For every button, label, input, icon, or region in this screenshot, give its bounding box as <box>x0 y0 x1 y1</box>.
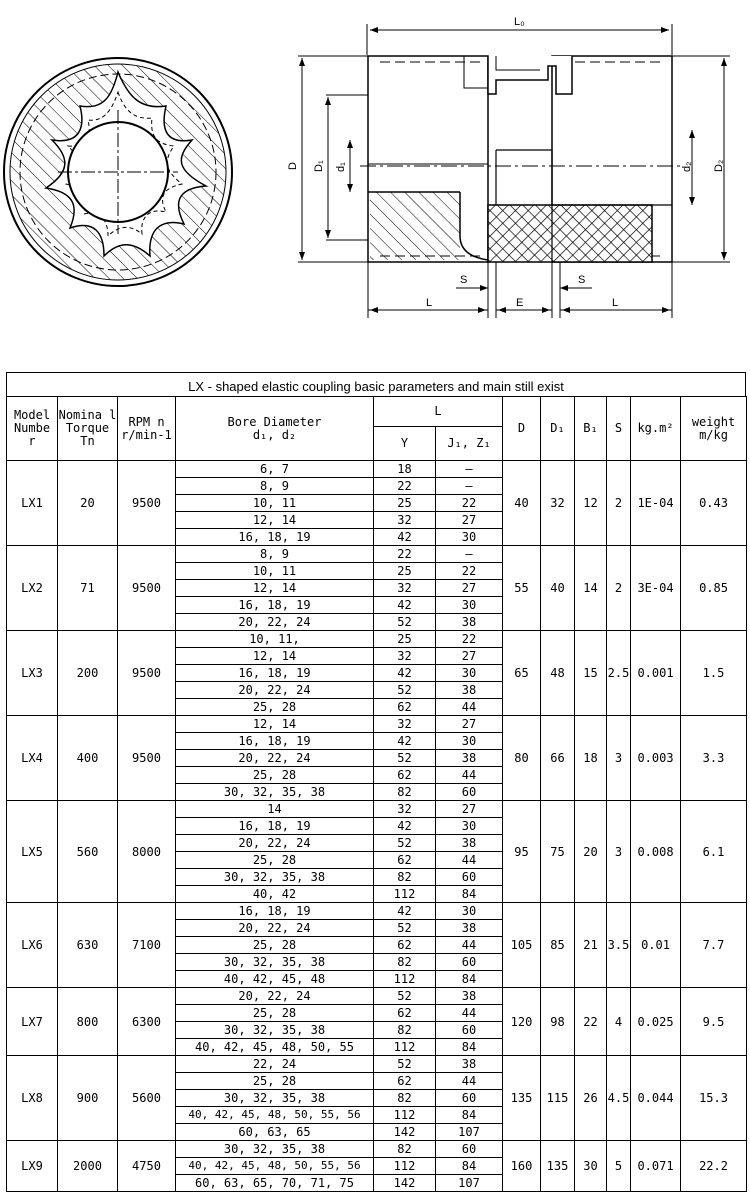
cell-Y: 32 <box>374 716 436 733</box>
cell-D1: 98 <box>541 988 575 1056</box>
cell-bore: 30, 32, 35, 38 <box>176 869 374 886</box>
header-Y: Y <box>374 427 436 461</box>
label-D: D <box>287 162 299 170</box>
cell-J: 44 <box>436 767 503 784</box>
cell-B1: 12 <box>575 461 607 546</box>
cell-bore: 20, 22, 24 <box>176 750 374 767</box>
cell-Y: 112 <box>374 1158 436 1175</box>
cell-D1: 66 <box>541 716 575 801</box>
cell-B1: 30 <box>575 1141 607 1192</box>
cell-Y: 32 <box>374 580 436 597</box>
cell-inertia: 0.008 <box>631 801 681 903</box>
cell-bore: 40, 42 <box>176 886 374 903</box>
cell-bore: 16, 18, 19 <box>176 733 374 750</box>
cell-B1: 20 <box>575 801 607 903</box>
cell-J: 38 <box>436 614 503 631</box>
cell-J: 44 <box>436 852 503 869</box>
cell-Y: 62 <box>374 1005 436 1022</box>
cell-rpm: 8000 <box>118 801 176 903</box>
cell-Y: 52 <box>374 835 436 852</box>
cell-Y: 42 <box>374 597 436 614</box>
cell-J: 27 <box>436 716 503 733</box>
cell-model: LX9 <box>7 1141 58 1192</box>
cell-rpm: 5600 <box>118 1056 176 1141</box>
cell-D: 80 <box>503 716 541 801</box>
cell-Y: 42 <box>374 529 436 546</box>
cell-bore: 25, 28 <box>176 937 374 954</box>
cell-J: 38 <box>436 682 503 699</box>
cell-model: LX2 <box>7 546 58 631</box>
label-S-left: S <box>460 274 468 286</box>
table-row <box>7 716 747 733</box>
header-B1: B₁ <box>575 397 607 461</box>
cell-J: 27 <box>436 580 503 597</box>
cell-rpm: 9500 <box>118 461 176 546</box>
cell-D1: 115 <box>541 1056 575 1141</box>
header-L: L <box>374 397 503 427</box>
label-d1: d₁ <box>335 162 347 172</box>
table-row <box>7 1056 747 1073</box>
cell-D1: 32 <box>541 461 575 546</box>
cell-S: 2 <box>607 461 631 546</box>
cell-bore: 8, 9 <box>176 478 374 495</box>
header-inertia: kg.m² <box>631 397 681 461</box>
cell-B1: 14 <box>575 546 607 631</box>
end-view <box>4 58 232 286</box>
cell-Y: 42 <box>374 733 436 750</box>
cell-bore: 12, 14 <box>176 648 374 665</box>
table-row <box>7 461 747 478</box>
cell-J: 60 <box>436 1022 503 1039</box>
cell-weight: 9.5 <box>681 988 747 1056</box>
cell-Y: 62 <box>374 699 436 716</box>
header-S: S <box>607 397 631 461</box>
cell-S: 5 <box>607 1141 631 1192</box>
label-L-left: L <box>426 297 433 309</box>
cell-bore: 16, 18, 19 <box>176 597 374 614</box>
header-bore <box>176 397 374 461</box>
cell-inertia: 0.025 <box>631 988 681 1056</box>
cell-bore: 20, 22, 24 <box>176 682 374 699</box>
cell-bore: 40, 42, 45, 48, 50, 55, 56 <box>176 1107 374 1124</box>
table-body <box>7 461 747 1192</box>
cell-bore: 10, 11, <box>176 631 374 648</box>
header-bore-label: Bore Diameter <box>227 414 322 429</box>
cell-J: — <box>436 546 503 563</box>
table-row <box>7 546 747 563</box>
label-E: E <box>516 297 524 309</box>
cell-J: 60 <box>436 784 503 801</box>
label-D1: D₁ <box>313 160 325 172</box>
cell-Y: 52 <box>374 750 436 767</box>
cell-D: 105 <box>503 903 541 988</box>
cell-Y: 82 <box>374 1090 436 1107</box>
cell-inertia: 0.071 <box>631 1141 681 1192</box>
cell-inertia: 1E-04 <box>631 461 681 546</box>
cell-J: 60 <box>436 869 503 886</box>
table-row <box>7 801 747 818</box>
header-bore-sub: d₁, d₂ <box>252 427 297 442</box>
cell-bore: 25, 28 <box>176 699 374 716</box>
header-weight: weight m/kg <box>681 397 747 461</box>
header-D1: D₁ <box>541 397 575 461</box>
cell-inertia: 0.01 <box>631 903 681 988</box>
cell-model: LX3 <box>7 631 58 716</box>
cell-Y: 142 <box>374 1124 436 1141</box>
cell-Y: 112 <box>374 1039 436 1056</box>
cell-bore: 60, 63, 65, 70, 71, 75 <box>176 1175 374 1192</box>
cell-weight: 6.1 <box>681 801 747 903</box>
cell-J: 38 <box>436 1056 503 1073</box>
cell-J: 22 <box>436 631 503 648</box>
cell-torque: 71 <box>58 546 118 631</box>
cell-Y: 52 <box>374 682 436 699</box>
cell-inertia: 0.001 <box>631 631 681 716</box>
cell-bore: 12, 14 <box>176 580 374 597</box>
cell-D1: 40 <box>541 546 575 631</box>
table-row <box>7 988 747 1005</box>
cell-D: 95 <box>503 801 541 903</box>
cell-J: 30 <box>436 529 503 546</box>
cell-Y: 22 <box>374 546 436 563</box>
cell-B1: 15 <box>575 631 607 716</box>
cell-S: 3.5 <box>607 903 631 988</box>
cell-B1: 18 <box>575 716 607 801</box>
cell-J: 30 <box>436 597 503 614</box>
cell-bore: 16, 18, 19 <box>176 665 374 682</box>
cell-S: 3 <box>607 801 631 903</box>
cell-D1: 48 <box>541 631 575 716</box>
cell-Y: 25 <box>374 563 436 580</box>
cell-rpm: 9500 <box>118 716 176 801</box>
cell-torque: 560 <box>58 801 118 903</box>
cell-bore: 20, 22, 24 <box>176 614 374 631</box>
cell-J: 27 <box>436 801 503 818</box>
cell-model: LX4 <box>7 716 58 801</box>
cell-model: LX6 <box>7 903 58 988</box>
cell-S: 4 <box>607 988 631 1056</box>
cell-J: 30 <box>436 903 503 920</box>
cell-bore: 20, 22, 24 <box>176 988 374 1005</box>
cell-Y: 82 <box>374 1141 436 1158</box>
cell-B1: 26 <box>575 1056 607 1141</box>
cell-D: 135 <box>503 1056 541 1141</box>
header-rpm: RPM n r/min-1 <box>118 397 176 461</box>
cell-rpm: 6300 <box>118 988 176 1056</box>
cell-J: — <box>436 461 503 478</box>
cell-inertia: 3E-04 <box>631 546 681 631</box>
cell-D1: 75 <box>541 801 575 903</box>
header-model: Model Numbe r <box>7 397 58 461</box>
cell-J: 27 <box>436 512 503 529</box>
cell-J: 60 <box>436 1141 503 1158</box>
cell-bore: 30, 32, 35, 38 <box>176 784 374 801</box>
cell-bore: 10, 11 <box>176 495 374 512</box>
cell-bore: 25, 28 <box>176 1005 374 1022</box>
label-L0: L₀ <box>514 16 525 28</box>
label-L-right: L <box>612 297 619 309</box>
cell-D: 65 <box>503 631 541 716</box>
cell-rpm: 7100 <box>118 903 176 988</box>
cell-bore: 16, 18, 19 <box>176 903 374 920</box>
cell-bore: 20, 22, 24 <box>176 835 374 852</box>
table-row <box>7 903 747 920</box>
cell-Y: 42 <box>374 818 436 835</box>
table-title: LX - shaped elastic coupling basic parameters and main still exist <box>6 372 746 396</box>
cell-Y: 62 <box>374 852 436 869</box>
cell-J: 84 <box>436 1039 503 1056</box>
parameter-table <box>6 396 747 1192</box>
cell-bore: 30, 32, 35, 38 <box>176 1141 374 1158</box>
cell-inertia: 0.003 <box>631 716 681 801</box>
cell-J: 30 <box>436 665 503 682</box>
cell-bore: 30, 32, 35, 38 <box>176 1022 374 1039</box>
cell-bore: 22, 24 <box>176 1056 374 1073</box>
cell-Y: 52 <box>374 988 436 1005</box>
label-D2: D₂ <box>713 159 725 172</box>
cell-Y: 62 <box>374 937 436 954</box>
cell-D1: 135 <box>541 1141 575 1192</box>
cell-bore: 30, 32, 35, 38 <box>176 954 374 971</box>
cell-Y: 82 <box>374 784 436 801</box>
cell-J: 107 <box>436 1175 503 1192</box>
cell-S: 4.5 <box>607 1056 631 1141</box>
cell-torque: 630 <box>58 903 118 988</box>
cell-rpm: 9500 <box>118 631 176 716</box>
cell-J: 44 <box>436 937 503 954</box>
cell-model: LX5 <box>7 801 58 903</box>
cell-Y: 142 <box>374 1175 436 1192</box>
cell-Y: 112 <box>374 1107 436 1124</box>
cell-Y: 112 <box>374 971 436 988</box>
cell-bore: 25, 28 <box>176 767 374 784</box>
cell-torque: 400 <box>58 716 118 801</box>
cell-rpm: 4750 <box>118 1141 176 1192</box>
cell-Y: 62 <box>374 767 436 784</box>
cell-Y: 82 <box>374 869 436 886</box>
cell-bore: 25, 28 <box>176 1073 374 1090</box>
side-view <box>298 24 730 318</box>
cell-bore: 16, 18, 19 <box>176 818 374 835</box>
cell-B1: 22 <box>575 988 607 1056</box>
cell-Y: 62 <box>374 1073 436 1090</box>
table-row <box>7 1141 747 1158</box>
cell-J: 84 <box>436 1158 503 1175</box>
cell-J: 60 <box>436 954 503 971</box>
cell-torque: 20 <box>58 461 118 546</box>
cell-bore: 8, 9 <box>176 546 374 563</box>
cell-J: 22 <box>436 563 503 580</box>
cell-weight: 22.2 <box>681 1141 747 1192</box>
cell-bore: 40, 42, 45, 48, 50, 55 <box>176 1039 374 1056</box>
cell-bore: 30, 32, 35, 38 <box>176 1090 374 1107</box>
cell-weight: 7.7 <box>681 903 747 988</box>
cell-bore: 20, 22, 24 <box>176 920 374 937</box>
cell-weight: 0.43 <box>681 461 747 546</box>
cell-J: 44 <box>436 1005 503 1022</box>
cell-J: 27 <box>436 648 503 665</box>
cell-D1: 85 <box>541 903 575 988</box>
cell-Y: 42 <box>374 903 436 920</box>
technical-drawing-svg <box>0 0 750 340</box>
cell-Y: 22 <box>374 478 436 495</box>
cell-J: 44 <box>436 1073 503 1090</box>
cell-Y: 52 <box>374 1056 436 1073</box>
cell-Y: 42 <box>374 665 436 682</box>
cell-D: 160 <box>503 1141 541 1192</box>
cell-Y: 52 <box>374 920 436 937</box>
cell-Y: 112 <box>374 886 436 903</box>
cell-D: 55 <box>503 546 541 631</box>
cell-Y: 25 <box>374 495 436 512</box>
cell-inertia: 0.044 <box>631 1056 681 1141</box>
label-d2: d₂ <box>681 161 693 172</box>
cell-J: 107 <box>436 1124 503 1141</box>
header-D: D <box>503 397 541 461</box>
cell-S: 3 <box>607 716 631 801</box>
cell-bore: 10, 11 <box>176 563 374 580</box>
cell-weight: 15.3 <box>681 1056 747 1141</box>
cell-Y: 82 <box>374 954 436 971</box>
cell-J: 84 <box>436 971 503 988</box>
cell-Y: 32 <box>374 648 436 665</box>
cell-bore: 14 <box>176 801 374 818</box>
table-row <box>7 631 747 648</box>
cell-Y: 25 <box>374 631 436 648</box>
parameter-table-wrap <box>6 372 746 1192</box>
cell-weight: 1.5 <box>681 631 747 716</box>
cell-model: LX8 <box>7 1056 58 1141</box>
cell-Y: 32 <box>374 801 436 818</box>
cell-bore: 60, 63, 65 <box>176 1124 374 1141</box>
cell-J: 84 <box>436 1107 503 1124</box>
cell-J: 60 <box>436 1090 503 1107</box>
label-S-right: S <box>578 274 586 286</box>
cell-bore: 12, 14 <box>176 512 374 529</box>
cell-Y: 82 <box>374 1022 436 1039</box>
cell-model: LX7 <box>7 988 58 1056</box>
cell-J: 30 <box>436 733 503 750</box>
cell-J: 22 <box>436 495 503 512</box>
cell-bore: 40, 42, 45, 48, 50, 55, 56 <box>176 1158 374 1175</box>
cell-bore: 16, 18, 19 <box>176 529 374 546</box>
cell-B1: 21 <box>575 903 607 988</box>
cell-J: — <box>436 478 503 495</box>
cell-weight: 3.3 <box>681 716 747 801</box>
cell-J: 30 <box>436 818 503 835</box>
cell-D: 120 <box>503 988 541 1056</box>
header-J: J₁, Z₁ <box>436 427 503 461</box>
cell-model: LX1 <box>7 461 58 546</box>
cell-Y: 18 <box>374 461 436 478</box>
cell-torque: 900 <box>58 1056 118 1141</box>
cell-J: 38 <box>436 835 503 852</box>
cell-bore: 6, 7 <box>176 461 374 478</box>
cell-Y: 32 <box>374 512 436 529</box>
cell-D: 40 <box>503 461 541 546</box>
cell-S: 2.5 <box>607 631 631 716</box>
cell-bore: 40, 42, 45, 48 <box>176 971 374 988</box>
cell-J: 38 <box>436 988 503 1005</box>
cell-torque: 800 <box>58 988 118 1056</box>
coupling-drawing <box>0 0 750 340</box>
cell-torque: 2000 <box>58 1141 118 1192</box>
cell-Y: 52 <box>374 614 436 631</box>
cell-J: 38 <box>436 920 503 937</box>
cell-rpm: 9500 <box>118 546 176 631</box>
cell-weight: 0.85 <box>681 546 747 631</box>
cell-torque: 200 <box>58 631 118 716</box>
cell-J: 38 <box>436 750 503 767</box>
cell-S: 2 <box>607 546 631 631</box>
cell-J: 44 <box>436 699 503 716</box>
cell-J: 84 <box>436 886 503 903</box>
cell-bore: 25, 28 <box>176 852 374 869</box>
header-torque: Nomina l Torque Tn <box>58 397 118 461</box>
cell-bore: 12, 14 <box>176 716 374 733</box>
